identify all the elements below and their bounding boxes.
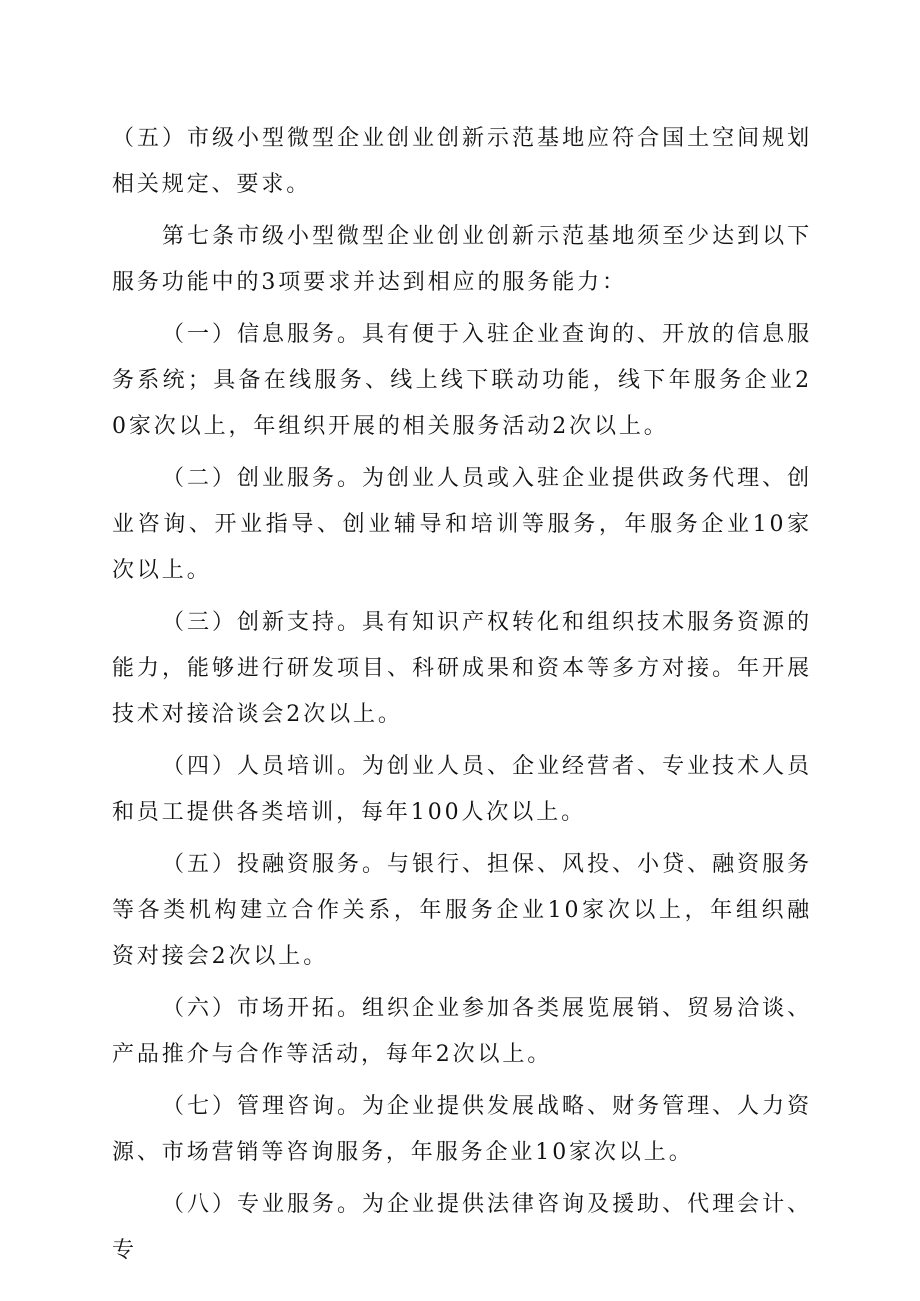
paragraph-information-service: （一）信息服务。具有便于入驻企业查询的、开放的信息服务系统；具备在线服务、线上线下联动功能，线下年服务企业20家次以上，年组织开展的相关服务活动2次以上。 — [112, 322, 812, 439]
paragraph-personnel-training: （四）人员培训。为创业人员、企业经营者、专业技术人员和员工提供各类培训，每年100人次以上。 — [112, 754, 812, 825]
paragraph-management-consulting: （七）管理咨询。为企业提供发展战略、财务管理、人力资源、市场营销等咨询服务，年服务企业10家次以上。 — [112, 1094, 812, 1165]
paragraph-professional-service: （八）专业服务。为企业提供法律咨询及援助、代理会计、专 — [112, 1192, 812, 1263]
paragraph-innovation-support: （三）创新支持。具有知识产权转化和组织技术服务资源的能力，能够进行研发项目、科研成果和资本等多方对接。年开展技术对接洽谈会2次以上。 — [112, 610, 812, 727]
document-body — [112, 116, 812, 1280]
paragraph-entrepreneurship-service: （二）创业服务。为创业人员或入驻企业提供政务代理、创业咨询、开业指导、创业辅导和培训等服务，年服务企业10家次以上。 — [112, 466, 812, 583]
paragraph-item-5-planning: （五）市级小型微型企业创业创新示范基地应符合国土空间规划相关规定、要求。 — [112, 126, 812, 197]
paragraph-market-development: （六）市场开拓。组织企业参加各类展览展销、贸易洽谈、产品推介与合作等活动，每年2次以上。 — [112, 996, 812, 1067]
paragraph-investment-financing: （五）投融资服务。与银行、担保、风投、小贷、融资服务等各类机构建立合作关系，年服务企业10家次以上，年组织融资对接会2次以上。 — [112, 852, 812, 969]
paragraph-article-7: 第七条市级小型微型企业创业创新示范基地须至少达到以下服务功能中的3项要求并达到相应的服务能力： — [112, 224, 812, 295]
